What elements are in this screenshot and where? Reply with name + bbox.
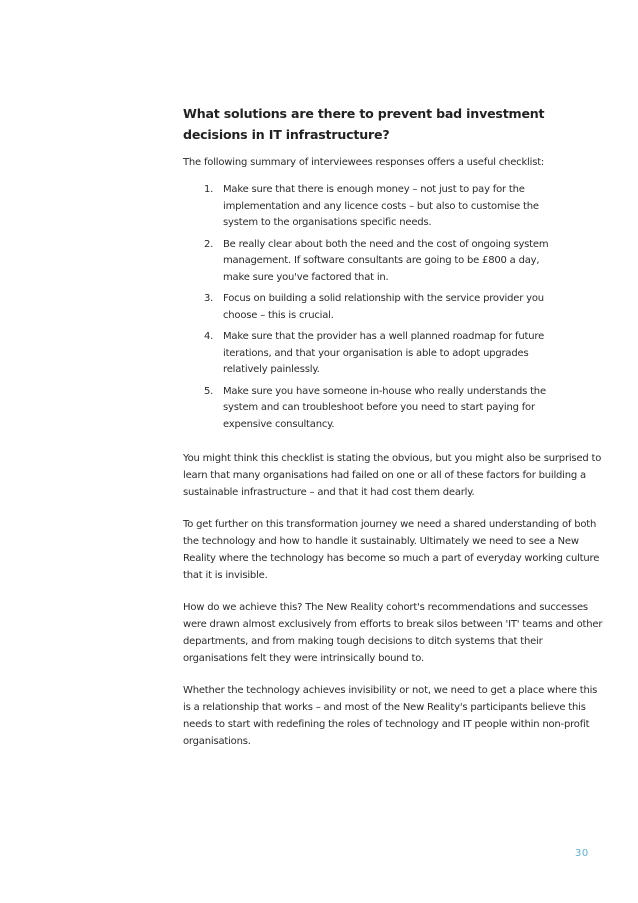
page-number: 30: [575, 848, 589, 859]
checklist-number: 3.: [204, 293, 214, 304]
body-paragraph: You might think this checklist is stating the obvious, but you might also be surprised to learn that many organisations had failed on one or all of these factors for building a sustainable infrastructure – and that it had cost them dearly.: [183, 453, 602, 498]
checklist-number: 2.: [204, 238, 214, 250]
checklist-text: Make sure that there is enough money – not just to pay for the implementation and any licence costs – but also to customise the system to the organisations specific needs.: [223, 184, 539, 228]
checklist-text: Make sure that the provider has a well planned roadmap for future iterations, and that your organisation is able to adopt upgrades relatively painlessly.: [223, 331, 545, 375]
body-paragraph: Whether the technology achieves invisibility or not, we need to get a place where this is a relationship that works – and most of the New Reality's participants believe this needs to start with redefining the roles of technology and IT people within non-profit organisations.: [183, 685, 598, 747]
checklist-item: [183, 329, 603, 379]
checklist-item: [183, 237, 603, 287]
section-heading: What solutions are there to prevent bad investment decisions in IT infrastructure?: [183, 106, 545, 142]
checklist-text: Be really clear about both the need and the cost of ongoing system management. If software consultants are going to be £800 a day, make sure you've factored that in.: [223, 238, 549, 283]
checklist-item: [183, 384, 603, 434]
checklist-number: 4.: [204, 331, 214, 342]
body-paragraph: To get further on this transformation journey we need a shared understanding of both the technology and how to handle it sustainably. Ultimately we need to see a New Reality where the technology has become so much a part of everyday working culture that it is invisible.: [183, 519, 600, 581]
checklist-number: 5.: [204, 385, 214, 397]
checklist-text: Focus on building a solid relationship with the service provider you choose – this is crucial.: [223, 293, 544, 321]
checklist: [183, 182, 603, 433]
intro-text: The following summary of interviewees responses offers a useful checklist:: [183, 157, 545, 168]
page-content: [183, 103, 603, 765]
checklist-text: Make sure you have someone in-house who really understands the system and can troubleshoot before you need to start paying for expensive consultancy.: [223, 385, 546, 430]
body-paragraph: How do we achieve this? The New Reality cohort's recommendations and successes were drawn almost exclusively from efforts to break silos between 'IT' teams and other departments, and from making tough decisions to ditch systems that their organisations felt they were intrinsically bound to.: [183, 602, 603, 664]
checklist-item: [183, 291, 603, 324]
checklist-item: [183, 182, 603, 232]
checklist-number: 1.: [204, 184, 214, 195]
